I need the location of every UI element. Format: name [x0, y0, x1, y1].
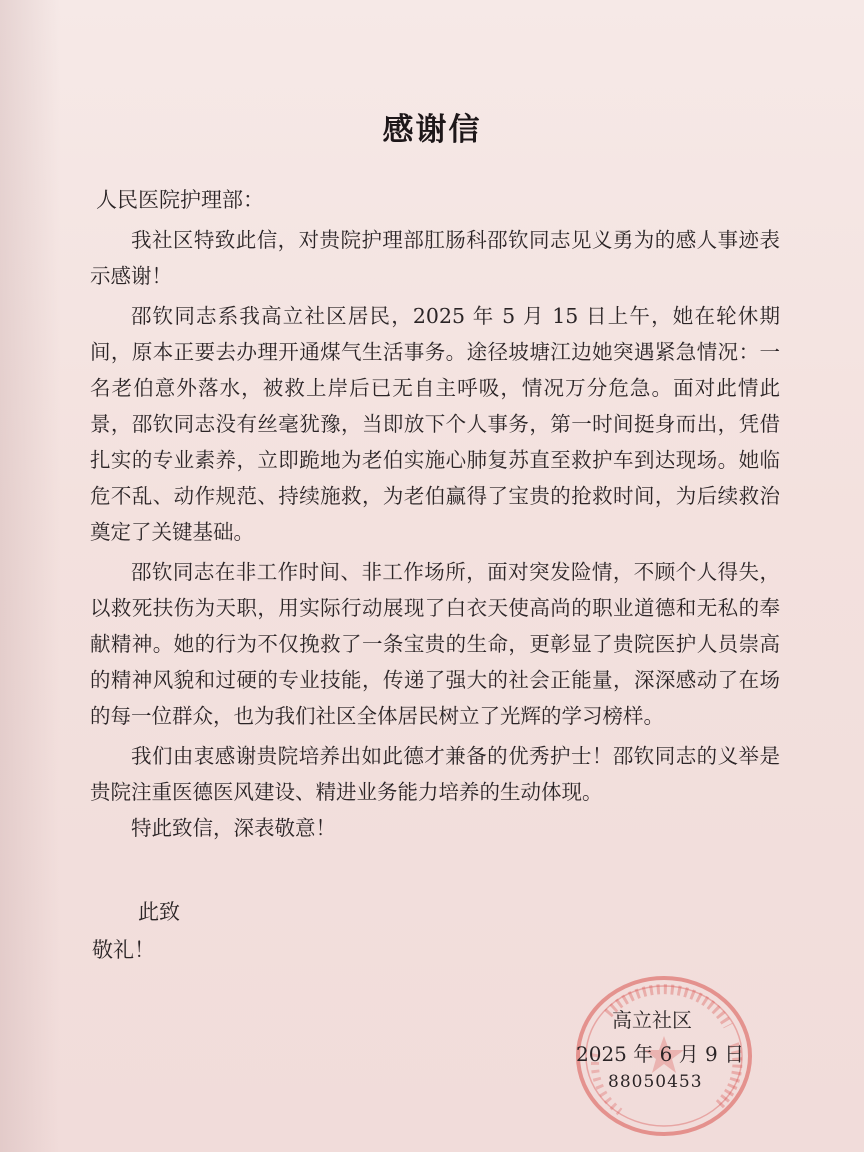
body-paragraph: 邵钦同志系我高立社区居民，2025 年 5 月 15 日上午，她在轮休期间，原本正要去办理开通煤气生活事务。途径坡塘江边她突遇紧急情况：一名老伯意外落水，被救上岸后已无自主呼吸，情况万分危急。面对此情此景，邵钦同志没有丝毫犹豫，当即放下个人事务，第一时间挺身而出，凭借扎实的专业素养，立即跪地为老伯实施心肺复苏直至救护车到达现场。她临危不乱、动作规范、持续施救，为老伯赢得了宝贵的抢救时间，为后续救治奠定了关键基础。 [90, 304, 780, 544]
body-paragraph: 我们由衷感谢贵院培养出如此德才兼备的优秀护士！邵钦同志的义举是贵院注重医德医风建设、精进业务能力培养的生动体现。 [90, 744, 780, 804]
letter-salutation: 人民医院护理部： [96, 188, 264, 212]
body-paragraph: 特此致信，深表敬意！ [131, 816, 336, 840]
signature-date: 2025 年 6 月 9 日 [576, 1042, 745, 1066]
body-paragraph: 邵钦同志在非工作时间、非工作场所，面对突发险情，不顾个人得失，以救死扶伤为天职，用实际行动展现了白衣天使高尚的职业道德和无私的奉献精神。她的行为不仅挽救了一条宝贵的生命，更彰显了贵院医护人员崇高的精神风貌和过硬的专业技能，传递了强大的社会正能量，深深感动了在场的每一位群众，也为我们社区全体居民树立了光辉的学习榜样。 [90, 560, 780, 728]
closing-salute: 此致 [138, 900, 180, 924]
closing-regards: 敬礼！ [92, 938, 155, 962]
letter-title: 感谢信 [382, 112, 482, 148]
signature-phone: 88050453 [608, 1072, 703, 1092]
letter-body [90, 222, 780, 850]
body-paragraph: 我社区特致此信，对贵院护理部肛肠科邵钦同志见义勇为的感人事迹表示感谢！ [90, 228, 780, 288]
signature-organization: 高立社区 [612, 1008, 692, 1032]
